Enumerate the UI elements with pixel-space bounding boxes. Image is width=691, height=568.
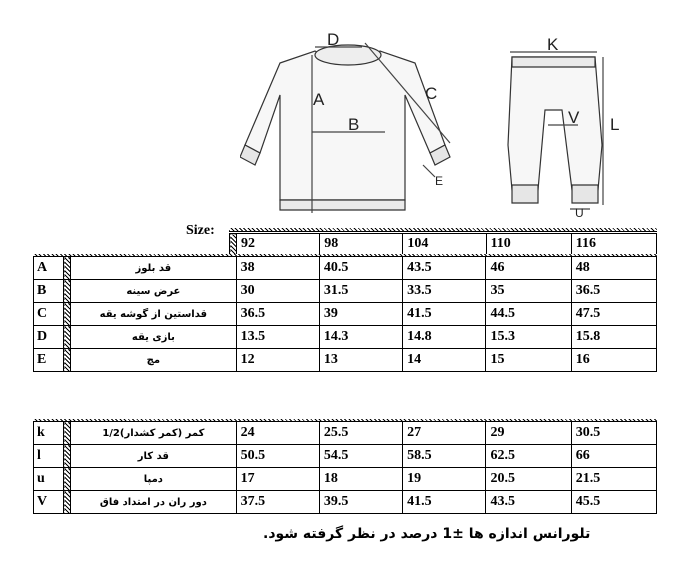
dimension-label-u: U: [575, 206, 584, 220]
row-description: دمپا: [71, 468, 237, 491]
row-description: 1/2کمر (کمر کشدار): [71, 422, 237, 445]
dimension-label-k: K: [547, 35, 559, 54]
dimension-label-v: V: [568, 108, 580, 127]
value-cell: 30: [236, 280, 319, 303]
row-key: A: [34, 257, 64, 280]
value-cell: 20.5: [486, 468, 571, 491]
hatch-cell: [64, 280, 71, 303]
dimension-label-d: D: [327, 30, 340, 49]
dimension-label-a: A: [313, 90, 325, 109]
value-cell: 16: [571, 349, 656, 372]
row-key: u: [34, 468, 64, 491]
value-cell: 44.5: [486, 303, 571, 326]
dimension-label-e: E: [435, 174, 444, 188]
table-row: [34, 422, 657, 445]
hatch-cell: [64, 491, 71, 514]
size-cell: 98: [320, 233, 403, 255]
value-cell: 54.5: [319, 445, 402, 468]
hatch-cell: [230, 233, 237, 255]
value-cell: 45.5: [571, 491, 656, 514]
row-description: بازی یقه: [71, 326, 237, 349]
value-cell: 24: [236, 422, 319, 445]
row-description: قداستین از گوشه یقه: [71, 303, 237, 326]
value-cell: 41.5: [403, 303, 486, 326]
table-row: [34, 491, 657, 514]
value-cell: 36.5: [236, 303, 319, 326]
size-label: Size:: [186, 223, 215, 238]
value-cell: 37.5: [236, 491, 319, 514]
value-cell: 17: [236, 468, 319, 491]
size-cell: 104: [403, 233, 486, 255]
size-cell: 116: [571, 233, 656, 255]
value-cell: 15.3: [486, 326, 571, 349]
value-cell: 36.5: [571, 280, 656, 303]
value-cell: 12: [236, 349, 319, 372]
value-cell: 66: [571, 445, 656, 468]
value-cell: 43.5: [486, 491, 571, 514]
tolerance-note: تلورانس اندازه ها ±1 درصد در نظر گرفته شود.: [263, 526, 591, 542]
value-cell: 33.5: [403, 280, 486, 303]
table-row: [34, 257, 657, 280]
row-description: مچ: [71, 349, 237, 372]
table-row: [34, 326, 657, 349]
dimension-label-b: B: [348, 115, 360, 134]
value-cell: 40.5: [319, 257, 402, 280]
value-cell: 31.5: [319, 280, 402, 303]
table-row: [34, 445, 657, 468]
value-cell: 13: [319, 349, 402, 372]
table-row: [34, 303, 657, 326]
value-cell: 39.5: [319, 491, 402, 514]
value-cell: 13.5: [236, 326, 319, 349]
value-cell: 39: [319, 303, 402, 326]
value-cell: 62.5: [486, 445, 571, 468]
row-key: k: [34, 422, 64, 445]
row-description: عرض سینه: [71, 280, 237, 303]
value-cell: 27: [403, 422, 486, 445]
value-cell: 58.5: [403, 445, 486, 468]
hatch-cell: [64, 349, 71, 372]
value-cell: 47.5: [571, 303, 656, 326]
size-cell: 110: [486, 233, 571, 255]
row-description: قد کار: [71, 445, 237, 468]
value-cell: 50.5: [236, 445, 319, 468]
value-cell: 21.5: [571, 468, 656, 491]
dimension-label-c: C: [425, 84, 438, 103]
value-cell: 25.5: [319, 422, 402, 445]
top-measurement-table: [33, 256, 657, 372]
table-row: [34, 349, 657, 372]
hatch-cell: [64, 422, 71, 445]
row-key: l: [34, 445, 64, 468]
value-cell: 35: [486, 280, 571, 303]
row-description: دور ران در امتداد فاق: [71, 491, 237, 514]
value-cell: 14: [403, 349, 486, 372]
value-cell: 43.5: [403, 257, 486, 280]
table-row: [34, 280, 657, 303]
bottom-measurement-table: [33, 421, 657, 514]
hatch-cell: [64, 468, 71, 491]
value-cell: 38: [236, 257, 319, 280]
hatch-cell: [64, 257, 71, 280]
hatch-cell: [64, 445, 71, 468]
row-description: قد بلوز: [71, 257, 237, 280]
row-key: V: [34, 491, 64, 514]
sweatshirt-diagram: [240, 25, 470, 220]
row-key: E: [34, 349, 64, 372]
value-cell: 48: [571, 257, 656, 280]
table-row: [34, 468, 657, 491]
size-header-table: [229, 231, 657, 255]
value-cell: 41.5: [403, 491, 486, 514]
hatch-cell: [64, 326, 71, 349]
size-header-row: [230, 233, 657, 255]
row-key: C: [34, 303, 64, 326]
value-cell: 15.8: [571, 326, 656, 349]
row-key: B: [34, 280, 64, 303]
value-cell: 30.5: [571, 422, 656, 445]
size-cell: 92: [237, 233, 320, 255]
value-cell: 19: [403, 468, 486, 491]
hatch-cell: [64, 303, 71, 326]
value-cell: 46: [486, 257, 571, 280]
value-cell: 14.3: [319, 326, 402, 349]
value-cell: 14.8: [403, 326, 486, 349]
value-cell: 18: [319, 468, 402, 491]
row-key: D: [34, 326, 64, 349]
value-cell: 15: [486, 349, 571, 372]
pants-diagram: [500, 35, 630, 220]
dimension-label-l: L: [610, 115, 620, 134]
value-cell: 29: [486, 422, 571, 445]
